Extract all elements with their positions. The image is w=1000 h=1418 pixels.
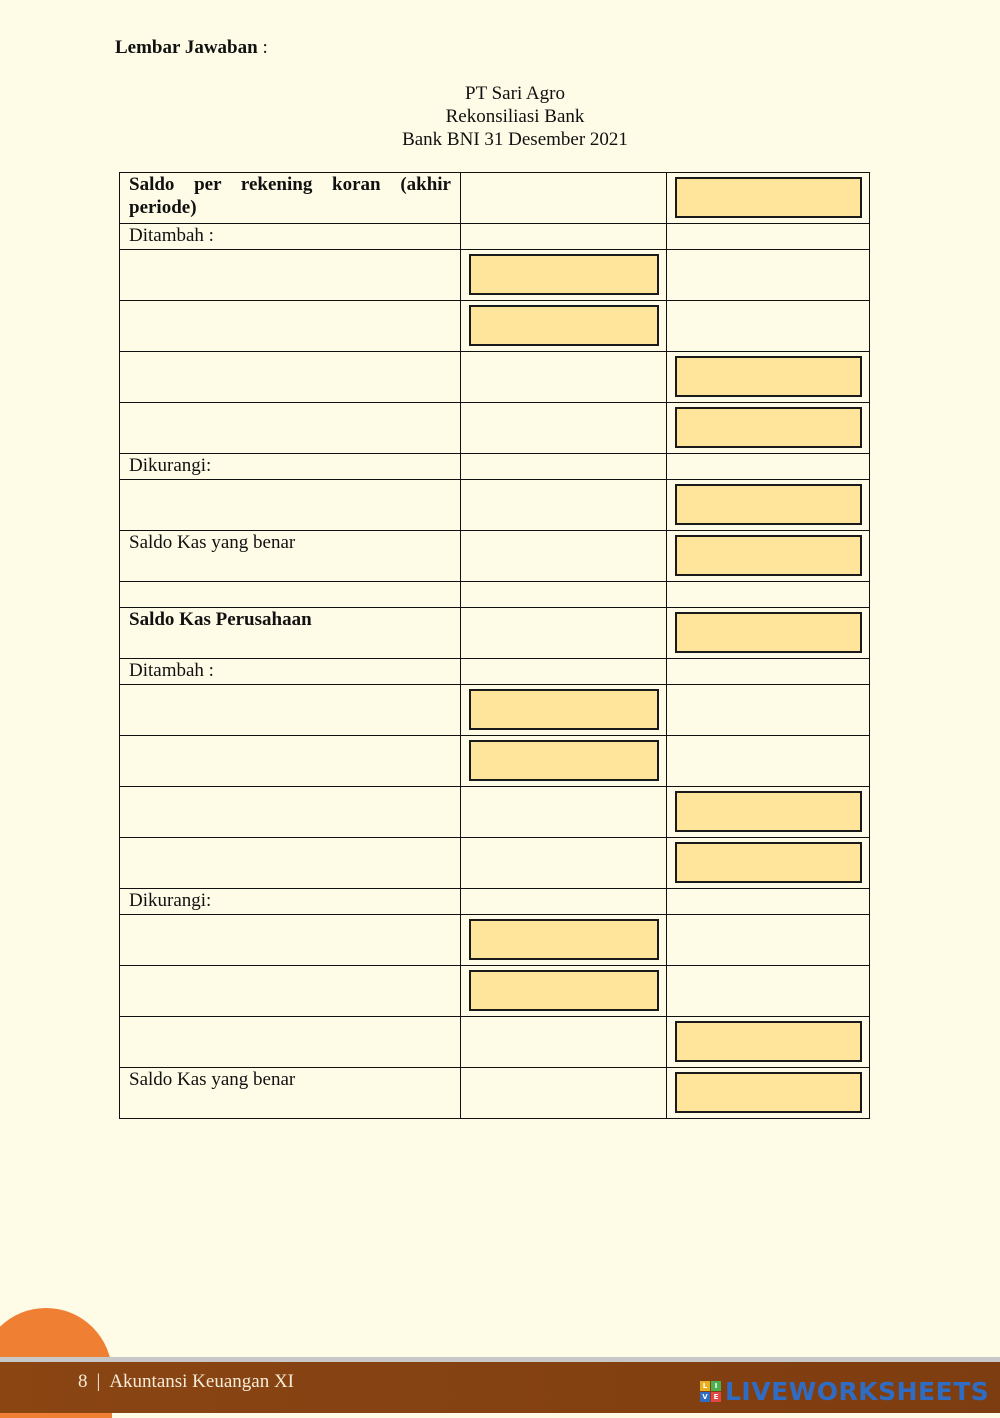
footer-separator: | bbox=[96, 1371, 101, 1392]
detail-amount-cell bbox=[461, 685, 667, 736]
table-row bbox=[120, 403, 870, 454]
detail-amount-input[interactable] bbox=[469, 919, 659, 960]
table-row bbox=[120, 889, 870, 915]
answer-sheet-label bbox=[115, 37, 268, 59]
detail-amount-cell bbox=[461, 1017, 667, 1068]
report-period: Bank BNI 31 Desember 2021 bbox=[402, 129, 628, 150]
detail-amount-input[interactable] bbox=[469, 740, 659, 781]
detail-amount-input[interactable] bbox=[469, 970, 659, 1011]
detail-amount-input[interactable] bbox=[469, 305, 659, 346]
answer-sheet-colon: : bbox=[257, 37, 268, 58]
total-amount-cell bbox=[667, 480, 870, 531]
total-amount-cell bbox=[667, 454, 870, 480]
total-amount-cell bbox=[667, 250, 870, 301]
total-amount-cell bbox=[667, 582, 870, 608]
detail-amount-cell bbox=[461, 454, 667, 480]
detail-amount-cell bbox=[461, 480, 667, 531]
table-row bbox=[120, 173, 870, 224]
total-amount-input[interactable] bbox=[675, 842, 862, 883]
total-amount-cell bbox=[667, 915, 870, 966]
detail-amount-cell bbox=[461, 659, 667, 685]
logo-letter: L bbox=[700, 1381, 710, 1391]
detail-amount-cell bbox=[461, 889, 667, 915]
total-amount-cell bbox=[667, 173, 870, 224]
total-amount-cell bbox=[667, 838, 870, 889]
table-row bbox=[120, 659, 870, 685]
detail-amount-cell bbox=[461, 966, 667, 1017]
detail-amount-cell bbox=[461, 173, 667, 224]
table-row bbox=[120, 531, 870, 582]
total-amount-cell bbox=[667, 685, 870, 736]
total-amount-cell bbox=[667, 787, 870, 838]
total-amount-cell bbox=[667, 966, 870, 1017]
table-row bbox=[120, 224, 870, 250]
row-label bbox=[120, 352, 461, 403]
row-label bbox=[120, 736, 461, 787]
detail-amount-cell bbox=[461, 531, 667, 582]
total-amount-input[interactable] bbox=[675, 612, 862, 653]
detail-amount-cell bbox=[461, 224, 667, 250]
detail-amount-cell bbox=[461, 1068, 667, 1119]
answer-sheet-title: Lembar Jawaban bbox=[115, 37, 258, 58]
table-row bbox=[120, 966, 870, 1017]
liveworksheets-wordmark: LIVEWORKSHEETS bbox=[725, 1377, 990, 1406]
detail-amount-cell bbox=[461, 787, 667, 838]
total-amount-input[interactable] bbox=[675, 407, 862, 448]
total-amount-cell bbox=[667, 301, 870, 352]
total-amount-input[interactable] bbox=[675, 791, 862, 832]
table-row bbox=[120, 685, 870, 736]
detail-amount-cell bbox=[461, 915, 667, 966]
row-label bbox=[120, 787, 461, 838]
detail-amount-cell bbox=[461, 838, 667, 889]
table-row bbox=[120, 352, 870, 403]
total-amount-cell bbox=[667, 403, 870, 454]
row-label bbox=[120, 966, 461, 1017]
report-heading bbox=[0, 82, 1000, 151]
liveworksheets-logo[interactable] bbox=[700, 1377, 989, 1406]
total-amount-input[interactable] bbox=[675, 1072, 862, 1113]
row-label bbox=[120, 582, 461, 608]
row-label: Dikurangi: bbox=[120, 889, 461, 915]
detail-amount-cell bbox=[461, 608, 667, 659]
table-row bbox=[120, 250, 870, 301]
logo-letter: I bbox=[711, 1381, 721, 1391]
row-label: Saldo per rekening koran (akhir periode) bbox=[120, 173, 461, 224]
logo-letter: V bbox=[700, 1392, 710, 1402]
row-label bbox=[120, 685, 461, 736]
row-label: Ditambah : bbox=[120, 659, 461, 685]
table-row bbox=[120, 915, 870, 966]
total-amount-cell bbox=[667, 889, 870, 915]
row-label bbox=[120, 838, 461, 889]
book-title: Akuntansi Keuangan XI bbox=[109, 1371, 294, 1392]
table-row bbox=[120, 838, 870, 889]
detail-amount-cell bbox=[461, 403, 667, 454]
total-amount-cell bbox=[667, 352, 870, 403]
row-label bbox=[120, 915, 461, 966]
report-title: Rekonsiliasi Bank bbox=[445, 106, 585, 127]
detail-amount-cell bbox=[461, 301, 667, 352]
total-amount-cell bbox=[667, 1068, 870, 1119]
logo-letter: E bbox=[711, 1392, 721, 1402]
table-row bbox=[120, 736, 870, 787]
table-row bbox=[120, 582, 870, 608]
total-amount-cell bbox=[667, 224, 870, 250]
total-amount-input[interactable] bbox=[675, 535, 862, 576]
row-label bbox=[120, 301, 461, 352]
total-amount-cell bbox=[667, 608, 870, 659]
row-label: Saldo Kas Perusahaan bbox=[120, 608, 461, 659]
total-amount-input[interactable] bbox=[675, 177, 862, 218]
total-amount-input[interactable] bbox=[675, 484, 862, 525]
table-row bbox=[120, 1068, 870, 1119]
total-amount-cell bbox=[667, 1017, 870, 1068]
row-label: Saldo Kas yang benar bbox=[120, 531, 461, 582]
detail-amount-input[interactable] bbox=[469, 689, 659, 730]
row-label bbox=[120, 403, 461, 454]
table-row bbox=[120, 480, 870, 531]
table-row bbox=[120, 1017, 870, 1068]
footer-text bbox=[78, 1371, 294, 1393]
total-amount-cell bbox=[667, 531, 870, 582]
detail-amount-cell bbox=[461, 352, 667, 403]
detail-amount-cell bbox=[461, 736, 667, 787]
total-amount-cell bbox=[667, 659, 870, 685]
total-amount-cell bbox=[667, 736, 870, 787]
table-row bbox=[120, 608, 870, 659]
table-row bbox=[120, 787, 870, 838]
total-amount-input[interactable] bbox=[675, 1021, 862, 1062]
detail-amount-cell bbox=[461, 582, 667, 608]
detail-amount-cell bbox=[461, 250, 667, 301]
reconciliation-table bbox=[119, 172, 870, 1119]
liveworksheets-icon bbox=[700, 1381, 721, 1402]
row-label bbox=[120, 1017, 461, 1068]
row-label: Ditambah : bbox=[120, 224, 461, 250]
total-amount-input[interactable] bbox=[675, 356, 862, 397]
row-label bbox=[120, 480, 461, 531]
row-label: Saldo Kas yang benar bbox=[120, 1068, 461, 1119]
company-name: PT Sari Agro bbox=[465, 83, 565, 104]
detail-amount-input[interactable] bbox=[469, 254, 659, 295]
row-label bbox=[120, 250, 461, 301]
page-number: 8 bbox=[78, 1371, 88, 1392]
table-row bbox=[120, 301, 870, 352]
table-row bbox=[120, 454, 870, 480]
row-label: Dikurangi: bbox=[120, 454, 461, 480]
